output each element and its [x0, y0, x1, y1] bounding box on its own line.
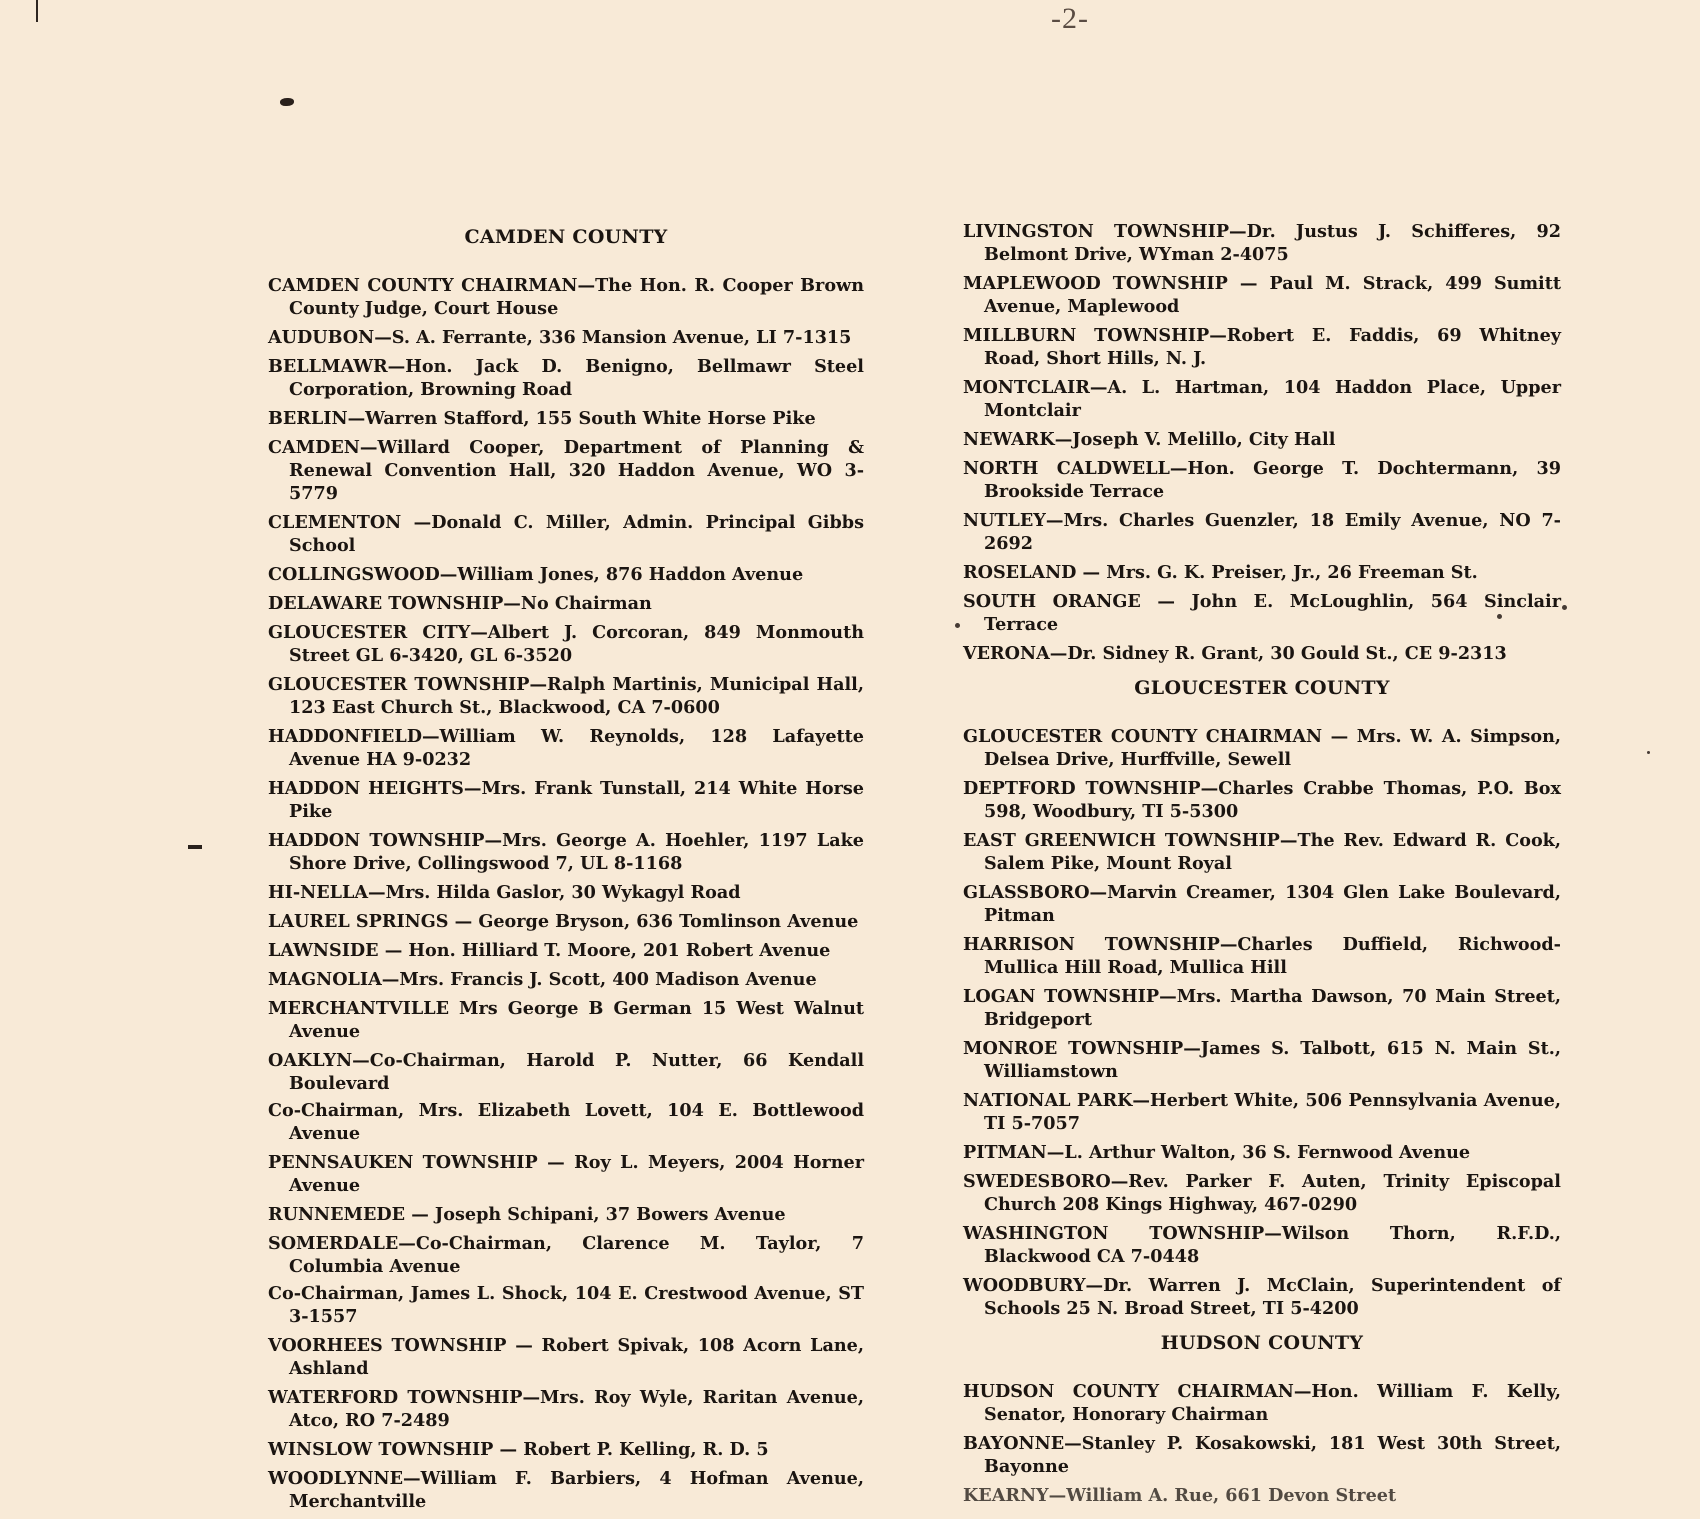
- directory-entry: PITMAN—L. Arthur Walton, 36 S. Fernwood Avenue: [963, 1142, 1471, 1163]
- directory-entry: NATIONAL PARK—Herbert White, 506 Pennsylvania Avenue, TI 5-7057: [963, 1090, 1561, 1134]
- directory-entry: NUTLEY—Mrs. Charles Guenzler, 18 Emily Avenue, NO 7-2692: [963, 510, 1561, 554]
- directory-entry: CAMDEN—Willard Cooper, Department of Planning & Renewal Convention Hall, 320 Haddon Avenue, WO 3-5779: [268, 437, 864, 504]
- hudson-county-list: [963, 1380, 1561, 1478]
- gloucester-county-heading: GLOUCESTER COUNTY: [1134, 677, 1390, 699]
- directory-entry: ROSELAND — Mrs. G. K. Preiser, Jr., 26 Freeman St.: [963, 562, 1478, 583]
- directory-entry: MAPLEWOOD TOWNSHIP — Paul M. Strack, 499 Sumitt Avenue, Maplewood: [963, 273, 1561, 317]
- directory-entry: MONTCLAIR—A. L. Hartman, 104 Haddon Place, Upper Montclair: [963, 377, 1561, 421]
- directory-entry: WOODBURY—Dr. Warren J. McClain, Superintendent of Schools 25 N. Broad Street, TI 5-4200: [963, 1275, 1561, 1319]
- directory-entry: COLLINGSWOOD—William Jones, 876 Haddon Avenue: [268, 564, 804, 585]
- directory-entry: BAYONNE—Stanley P. Kosakowski, 181 West 30th Street, Bayonne: [963, 1433, 1561, 1477]
- directory-entry: MERCHANTVILLE Mrs George B German 15 West Walnut Avenue: [268, 998, 864, 1042]
- ink-speck: [1562, 605, 1567, 610]
- directory-entry: WATERFORD TOWNSHIP—Mrs. Roy Wyle, Raritan Avenue, Atco, RO 7-2489: [268, 1387, 864, 1431]
- directory-entry: CLEMENTON —Donald C. Miller, Admin. Principal Gibbs School: [268, 512, 864, 556]
- directory-entry: MONROE TOWNSHIP—James S. Talbott, 615 N. Main St., Williamstown: [963, 1038, 1561, 1082]
- directory-entry: GLOUCESTER TOWNSHIP—Ralph Martinis, Municipal Hall, 123 East Church St., Blackwood, CA 7-0600: [268, 674, 864, 718]
- directory-entry: PENNSAUKEN TOWNSHIP — Roy L. Meyers, 2004 Horner Avenue: [268, 1152, 864, 1196]
- directory-entry: NORTH CALDWELL—Hon. George T. Dochtermann, 39 Brookside Terrace: [963, 458, 1561, 502]
- directory-entry: WASHINGTON TOWNSHIP—Wilson Thorn, R.F.D., Blackwood CA 7-0448: [963, 1223, 1561, 1267]
- directory-entry: GLOUCESTER CITY—Albert J. Corcoran, 849 Monmouth Street GL 6-3420, GL 6-3520: [268, 622, 864, 666]
- ink-blot: [280, 98, 294, 106]
- ink-speck: [955, 623, 960, 628]
- page-number: -2-: [1051, 2, 1089, 35]
- directory-entry: BELLMAWR—Hon. Jack D. Benigno, Bellmawr Steel Corporation, Browning Road: [268, 356, 864, 400]
- hudson-county-heading: HUDSON COUNTY: [1160, 1332, 1364, 1354]
- directory-entry: NEWARK—Joseph V. Melillo, City Hall: [963, 429, 1336, 450]
- directory-entry: WINSLOW TOWNSHIP — Robert P. Kelling, R. D. 5: [268, 1439, 769, 1460]
- directory-entry: BERLIN—Warren Stafford, 155 South White Horse Pike: [268, 408, 816, 429]
- directory-entry: HUDSON COUNTY CHAIRMAN—Hon. William F. Kelly, Senator, Honorary Chairman: [963, 1381, 1561, 1425]
- cut-off-entry: KEARNY—William A. Rue, 661 Devon Street: [963, 1485, 1397, 1506]
- directory-entry: OAKLYN—Co-Chairman, Harold P. Nutter, 66 Kendall Boulevard: [268, 1050, 864, 1094]
- left-column: [268, 226, 864, 1519]
- directory-entry: HADDON HEIGHTS—Mrs. Frank Tunstall, 214 White Horse Pike: [268, 778, 864, 822]
- right-column: [963, 220, 1561, 1506]
- camden-county-heading: CAMDEN COUNTY: [464, 226, 668, 248]
- directory-entry: DELAWARE TOWNSHIP—No Chairman: [268, 593, 652, 614]
- directory-entry: AUDUBON—S. A. Ferrante, 336 Mansion Avenue, LI 7-1315: [268, 327, 852, 348]
- directory-entry: Co-Chairman, James L. Shock, 104 E. Crestwood Avenue, ST 3-1557: [268, 1283, 864, 1327]
- directory-entry: LIVINGSTON TOWNSHIP—Dr. Justus J. Schifferes, 92 Belmont Drive, WYman 2-4075: [963, 221, 1561, 265]
- directory-entry: HI-NELLA—Mrs. Hilda Gaslor, 30 Wykagyl Road: [268, 882, 741, 903]
- directory-entry: HADDON TOWNSHIP—Mrs. George A. Hoehler, 1197 Lake Shore Drive, Collingswood 7, UL 8-1168: [268, 830, 864, 874]
- directory-entry: VOORHEES TOWNSHIP — Robert Spivak, 108 Acorn Lane, Ashland: [268, 1335, 864, 1379]
- ink-speck: [1647, 751, 1650, 754]
- gloucester-county-list: [963, 725, 1561, 1320]
- directory-entry: Co-Chairman, Mrs. Elizabeth Lovett, 104 E. Bottlewood Avenue: [268, 1100, 864, 1144]
- directory-entry: LAWNSIDE — Hon. Hilliard T. Moore, 201 Robert Avenue: [268, 940, 831, 961]
- directory-entry: EAST GREENWICH TOWNSHIP—The Rev. Edward R. Cook, Salem Pike, Mount Royal: [963, 830, 1561, 874]
- margin-dash: [188, 845, 202, 849]
- directory-entry: LOGAN TOWNSHIP—Mrs. Martha Dawson, 70 Main Street, Bridgeport: [963, 986, 1561, 1030]
- directory-entry: RUNNEMEDE — Joseph Schipani, 37 Bowers Avenue: [268, 1204, 786, 1225]
- page-edge-mark: [36, 0, 38, 22]
- directory-entry: MILLBURN TOWNSHIP—Robert E. Faddis, 69 Whitney Road, Short Hills, N. J.: [963, 325, 1561, 369]
- directory-entry: CAMDEN COUNTY CHAIRMAN—The Hon. R. Cooper Brown County Judge, Court House: [268, 275, 864, 319]
- directory-entry: DEPTFORD TOWNSHIP—Charles Crabbe Thomas, P.O. Box 598, Woodbury, TI 5-5300: [963, 778, 1561, 822]
- directory-entry: LAUREL SPRINGS — George Bryson, 636 Tomlinson Avenue: [268, 911, 859, 932]
- directory-entry: SOMERDALE—Co-Chairman, Clarence M. Taylor, 7 Columbia Avenue: [268, 1233, 864, 1277]
- directory-entry: GLASSBORO—Marvin Creamer, 1304 Glen Lake Boulevard, Pitman: [963, 882, 1561, 926]
- directory-entry: GLOUCESTER COUNTY CHAIRMAN — Mrs. W. A. Simpson, Delsea Drive, Hurffville, Sewell: [963, 726, 1561, 770]
- directory-entry: WOODLYNNE—William F. Barbiers, 4 Hofman Avenue, Merchantville: [268, 1468, 864, 1512]
- directory-entry: HADDONFIELD—William W. Reynolds, 128 Lafayette Avenue HA 9-0232: [268, 726, 864, 770]
- directory-entry: MAGNOLIA—Mrs. Francis J. Scott, 400 Madison Avenue: [268, 969, 817, 990]
- directory-entry: SWEDESBORO—Rev. Parker F. Auten, Trinity Episcopal Church 208 Kings Highway, 467-0290: [963, 1171, 1561, 1215]
- directory-entry: VERONA—Dr. Sidney R. Grant, 30 Gould St., CE 9-2313: [963, 643, 1507, 664]
- directory-entry: HARRISON TOWNSHIP—Charles Duffield, Richwood-Mullica Hill Road, Mullica Hill: [963, 934, 1561, 978]
- directory-entry: SOUTH ORANGE — John E. McLoughlin, 564 Sinclair Terrace: [963, 591, 1561, 635]
- essex-county-continued-list: [963, 220, 1561, 665]
- camden-county-list: [268, 274, 864, 1513]
